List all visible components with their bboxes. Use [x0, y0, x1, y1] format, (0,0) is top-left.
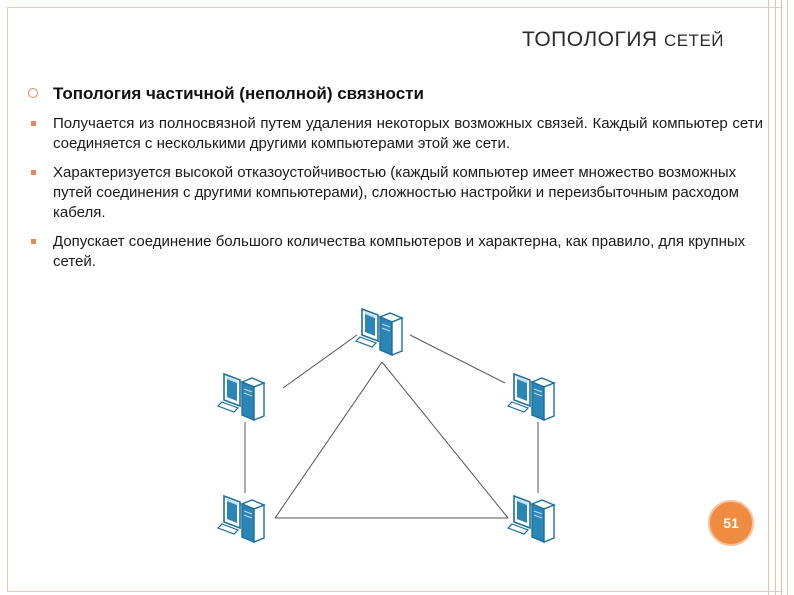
network-link — [410, 335, 505, 383]
network-link — [283, 335, 357, 388]
page-number-badge — [708, 500, 754, 546]
slide-title-main: ТОПОЛОГИЯ — [521, 28, 664, 51]
page-number: 51 — [723, 515, 739, 531]
bullet-text: Характеризуется высокой отказоустойчивостью (каждый компьютер имеет множество возможных путей соединения с другими компьютерами), сложностью настройки и переизбыточным расходом кабеля. — [53, 164, 739, 221]
computer-icon — [508, 496, 554, 542]
computer-icon — [356, 309, 402, 355]
network-link — [275, 362, 382, 518]
computer-icon — [218, 496, 264, 542]
network-link — [382, 362, 508, 518]
slide-title-small: СЕТЕЙ — [663, 31, 724, 50]
bullet-text: Допускает соединение большого количества компьютеров и характерна, как правило, для крупных сетей. — [53, 233, 746, 270]
computer-icon — [218, 374, 264, 420]
computer-icon — [508, 374, 554, 420]
bullet-text: Получается из полносвязной путем удаления некоторых возможных связей. Каждый компьютер сети соединяется с несколькими другими компьютерами этой же сети. — [53, 115, 763, 152]
slide-heading: Топология частичной (неполной) связности — [53, 84, 424, 103]
